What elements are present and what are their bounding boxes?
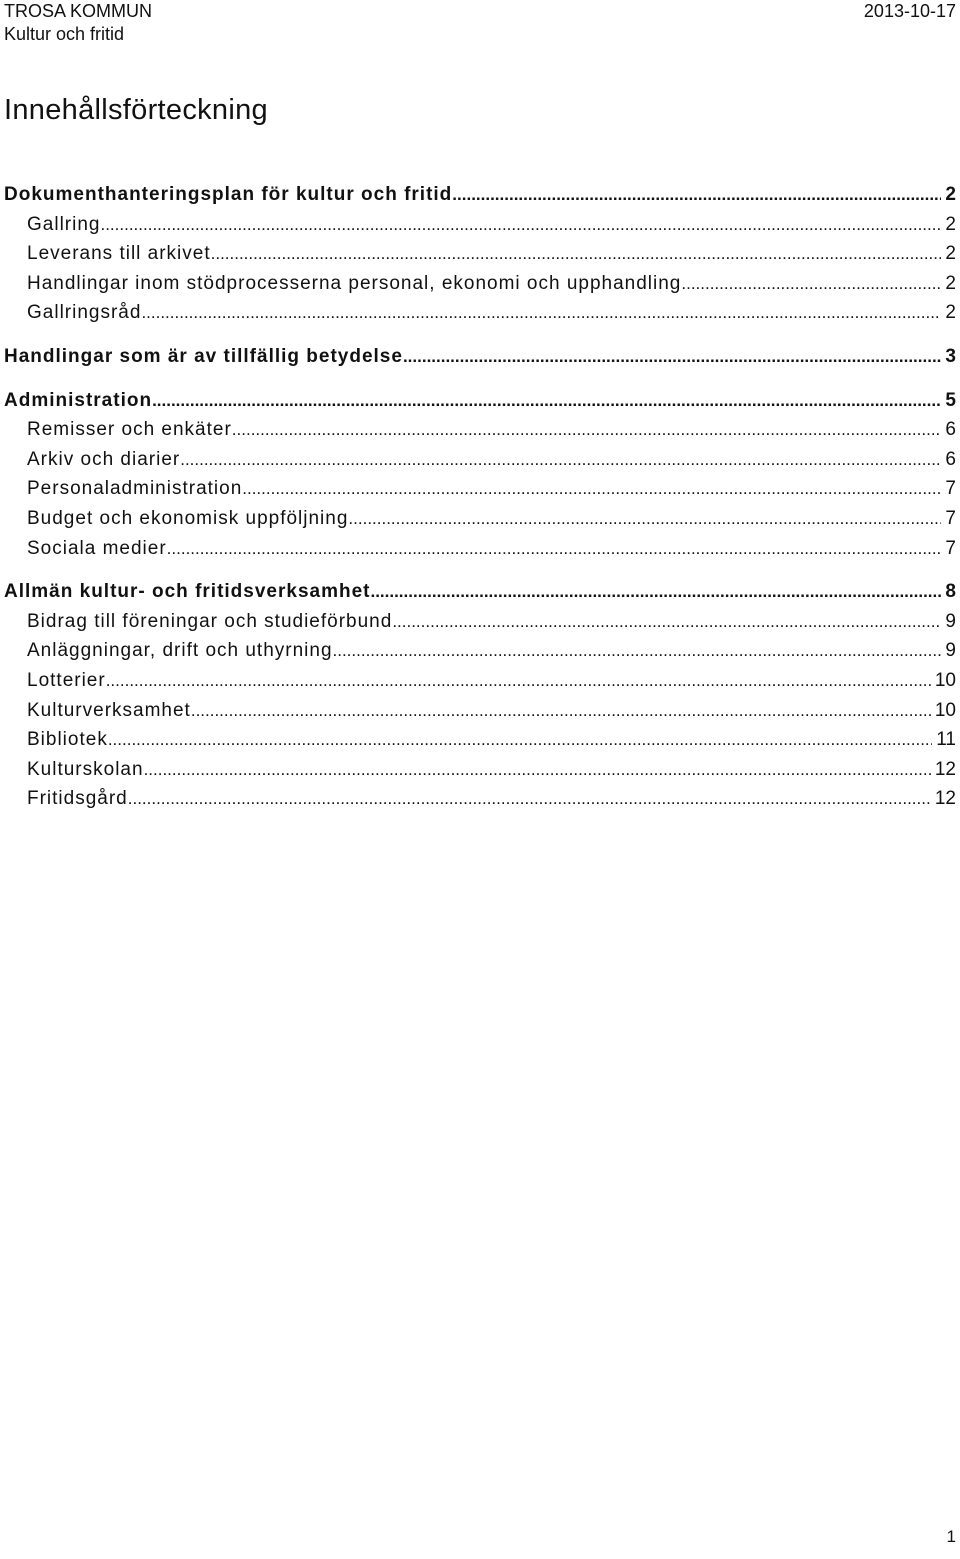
toc-dot-leader (452, 180, 941, 210)
toc-entry-label: Handlingar inom stödprocesserna personal, ekonomi och upphandling (27, 272, 682, 294)
toc-subentry[interactable] (4, 298, 956, 328)
toc-subentry[interactable] (4, 636, 956, 666)
organization-name: TROSA KOMMUN (4, 1, 153, 21)
toc-entry-label: Dokumenthanteringsplan för kultur och fritid (4, 184, 453, 205)
toc-dot-leader (232, 415, 942, 445)
toc-dot-leader (108, 725, 932, 755)
toc-entry-label: Fritidsgård (27, 788, 128, 810)
toc-entry-page: 2 (945, 184, 956, 205)
toc-dot-leader (152, 386, 941, 416)
toc-entry-label: Arkiv och diarier (27, 448, 181, 470)
toc-heading-entry[interactable] (4, 386, 956, 416)
toc-subentry[interactable] (4, 504, 956, 534)
toc-subentry[interactable] (4, 239, 956, 269)
toc-dot-leader (191, 696, 931, 726)
toc-dot-leader (167, 534, 942, 564)
toc-entry-label: Kulturskolan (27, 758, 144, 780)
toc-entry-page: 12 (934, 758, 956, 780)
department-name: Kultur och fritid (4, 24, 125, 44)
toc-subentry[interactable] (4, 415, 956, 445)
toc-entry-page: 6 (945, 419, 956, 441)
toc-entry-label: Bibliotek (27, 729, 108, 751)
toc-subentry[interactable] (4, 784, 956, 814)
table-of-contents (4, 180, 956, 814)
toc-entry-label: Remisser och enkäter (27, 419, 232, 441)
toc-subentry[interactable] (4, 269, 956, 299)
toc-entry-page: 10 (934, 699, 956, 721)
toc-entry-label: Allmän kultur- och fritidsverksamhet (4, 581, 371, 603)
toc-entry-page: 2 (945, 213, 956, 235)
toc-entry-label: Lotterier (27, 669, 106, 691)
toc-entry-label: Sociala medier (27, 537, 167, 559)
toc-entry-page: 7 (945, 507, 956, 529)
toc-entry-label: Administration (4, 389, 153, 411)
toc-subentry[interactable] (4, 666, 956, 696)
toc-subentry[interactable] (4, 696, 956, 726)
toc-entry-page: 2 (945, 272, 956, 294)
toc-entry-label: Personaladministration (27, 478, 243, 500)
toc-dot-leader (392, 607, 941, 637)
toc-entry-page: 8 (945, 581, 956, 603)
toc-entry-page: 10 (934, 669, 956, 691)
toc-dot-leader (141, 298, 941, 328)
toc-dot-leader (333, 636, 942, 666)
toc-dot-leader (100, 210, 941, 240)
toc-entry-label: Anläggningar, drift och uthyrning (27, 640, 333, 662)
toc-entry-label: Gallringsråd (27, 302, 142, 324)
toc-entry-label: Kulturverksamhet (27, 699, 191, 721)
toc-dot-leader (242, 474, 941, 504)
toc-entry-page: 2 (945, 243, 956, 265)
toc-entry-page: 11 (936, 729, 956, 751)
toc-entry-label: Gallring (27, 213, 101, 235)
toc-entry-label: Handlingar som är av tillfällig betydelse (4, 345, 403, 367)
toc-entry-page: 12 (934, 788, 956, 810)
toc-entry-label: Budget och ekonomisk uppföljning (27, 507, 349, 529)
page-title: Innehållsförteckning (4, 94, 268, 126)
toc-dot-leader (403, 342, 941, 372)
toc-heading-entry[interactable] (4, 577, 956, 607)
toc-dot-leader (144, 755, 931, 785)
toc-subentry[interactable] (4, 725, 956, 755)
toc-subentry[interactable] (4, 534, 956, 564)
toc-subentry[interactable] (4, 445, 956, 475)
toc-entry-page: 6 (945, 448, 956, 470)
toc-entry-page: 2 (945, 302, 956, 324)
toc-entry-page: 9 (945, 640, 956, 662)
toc-subentry[interactable] (4, 607, 956, 637)
toc-entry-page: 7 (945, 537, 956, 559)
toc-dot-leader (681, 269, 941, 299)
toc-subentry[interactable] (4, 210, 956, 240)
toc-dot-leader (180, 445, 941, 475)
toc-entry-page: 7 (945, 478, 956, 500)
toc-dot-leader (211, 239, 942, 269)
toc-dot-leader (370, 577, 941, 607)
document-date: 2013-10-17 (863, 1, 956, 21)
toc-subentry[interactable] (4, 474, 956, 504)
toc-dot-leader (106, 666, 931, 696)
toc-dot-leader (128, 784, 931, 814)
toc-entry-page: 3 (945, 345, 956, 367)
toc-entry-label: Leverans till arkivet (27, 243, 211, 265)
toc-heading-entry[interactable] (4, 180, 956, 210)
toc-subentry[interactable] (4, 755, 956, 785)
toc-entry-label: Bidrag till föreningar och studieförbund (27, 610, 393, 632)
page-number: 1 (946, 1527, 956, 1546)
toc-heading-entry[interactable] (4, 342, 956, 372)
toc-entry-page: 9 (945, 610, 956, 632)
page-header (4, 0, 956, 48)
toc-entry-page: 5 (945, 389, 956, 411)
toc-dot-leader (348, 504, 941, 534)
